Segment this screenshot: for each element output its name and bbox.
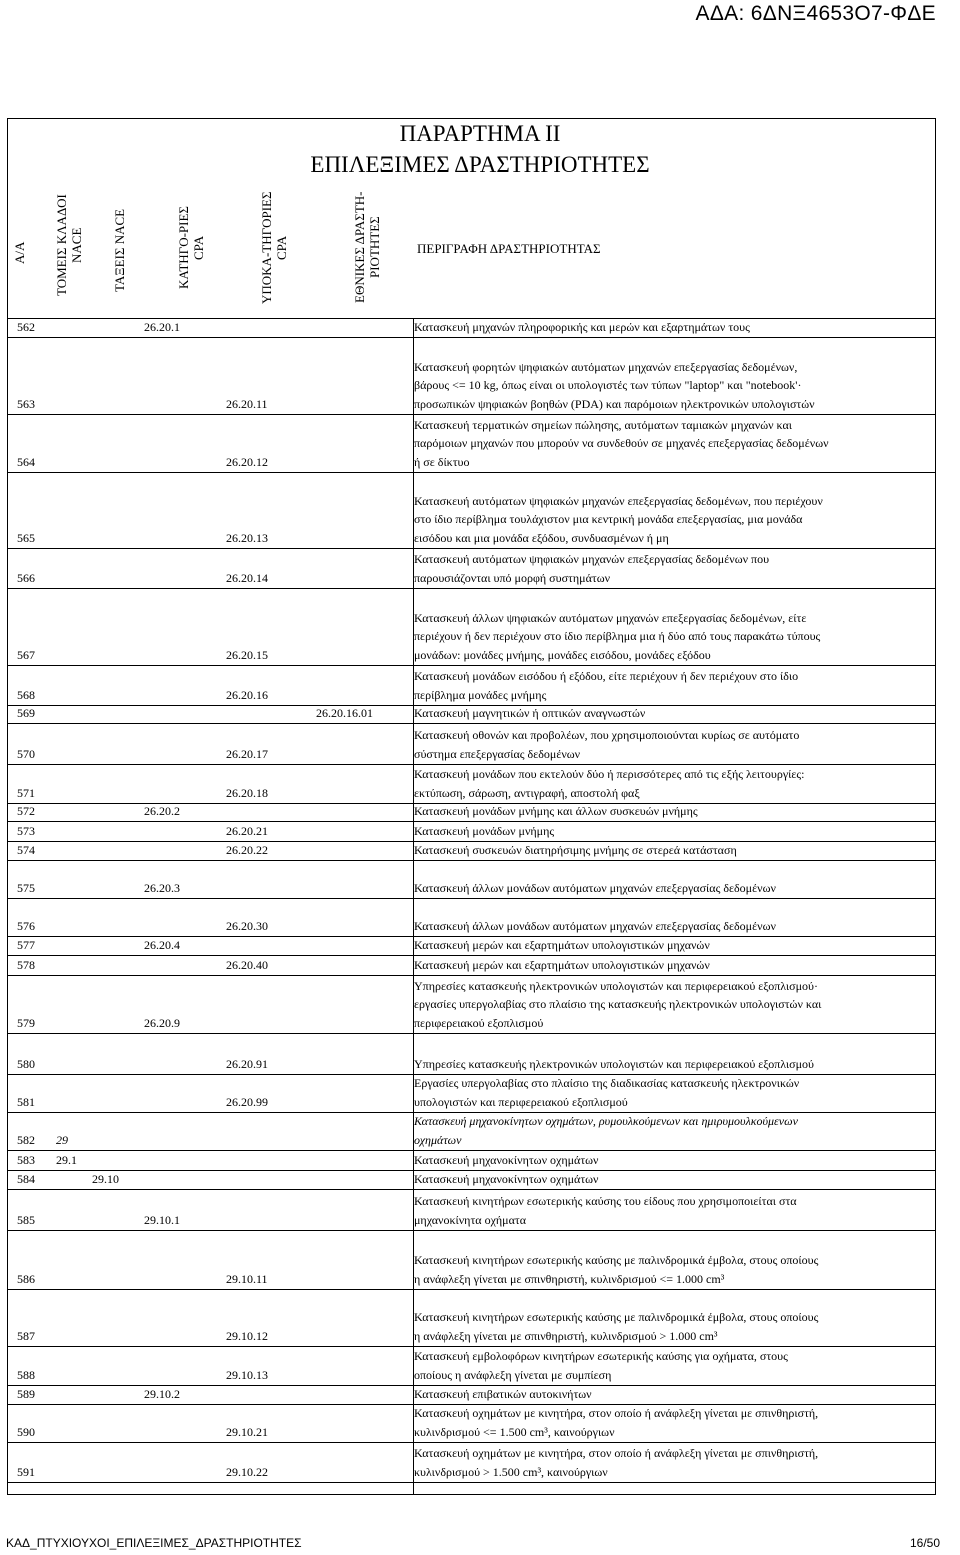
row-number: 591 <box>17 1465 35 1479</box>
footer-filename: ΚΑΔ_ΠΤΥΧΙΟΥΧΟΙ_ΕΠΙΛΕΞΙΜΕΣ_ΔΡΑΣΤΗΡΙΟΤΗΤΕΣ <box>6 1536 302 1550</box>
header-kathgories: ΚΑΤΗΓΟ-ΡΙΕΣ CPA <box>176 206 206 289</box>
row-divider <box>7 1189 936 1190</box>
row-number: 578 <box>17 958 35 972</box>
row-number: 564 <box>17 455 35 469</box>
table-row <box>7 550 936 587</box>
row-description: Κατασκευή μονάδων εισόδου ή εξόδου, είτε περιέχουν ή δεν περιέχουν στο ίδιο περίβλημα μονάδες μνήμης <box>414 669 799 702</box>
row-divider <box>7 1230 936 1231</box>
table-row <box>7 879 936 898</box>
table-row <box>7 1444 936 1481</box>
row-description: Κατασκευή κινητήρων εσωτερικής καύσης με παλινδρομικά έμβολα, στους οποίους η ανάφλεξη γίνεται με σπινθηριστή, κυλινδρισμού > 1.000 cm³ <box>414 1310 819 1343</box>
row-number: 569 <box>17 706 35 720</box>
row-code: 26.20.2 <box>144 804 180 818</box>
row-description: Κατασκευή άλλων μονάδων αυτόματων μηχανών επεξεργασίας δεδομένων <box>414 918 776 933</box>
row-code: 26.20.40 <box>226 958 268 972</box>
row-description: Κατασκευή τερματικών σημείων πώλησης, αυτόματων ταμιακών μηχανών και παρόμοιων μηχανών που μπορούν να συνδεθούν σε μηχανές επεξεργασίας δεδομένων ή σε δίκτυο <box>414 417 829 469</box>
header-aa: Α/Α <box>12 241 27 264</box>
header-taxeis: ΤΑΞΕΙΣ NACE <box>112 208 127 292</box>
row-divider <box>7 337 936 338</box>
row-description: Υπηρεσίες κατασκευής ηλεκτρονικών υπολογιστών και περιφερειακού εξοπλισμού <box>414 1056 815 1071</box>
row-code: 26.20.14 <box>226 571 268 585</box>
row-code: 26.20.99 <box>226 1095 268 1109</box>
row-description: Κατασκευή εμβολοφόρων κινητήρων εσωτερικής καύσης για οχήματα, στους οποίους η ανάφλεξη γίνεται με συμπίεση <box>414 1349 788 1382</box>
row-divider <box>7 1482 936 1483</box>
row-description: Κατασκευή αυτόματων ψηφιακών μηχανών επεξεργασίας δεδομένων, που περιέχουν στο ίδιο περίβλημα τουλάχιστον μια κεντρική μονάδα επεξεργασίας, μια μονάδα εισόδου και μια μονάδα εξόδου, συνδυασμένων ή μη <box>414 493 823 545</box>
row-number: 562 <box>17 320 35 334</box>
table-row <box>7 1074 936 1111</box>
row-code: 26.20.3 <box>144 881 180 895</box>
row-code: 26.20.30 <box>226 919 268 933</box>
row-code: 26.20.9 <box>144 1016 180 1030</box>
row-code: 26.20.17 <box>226 747 268 761</box>
table-row <box>7 726 936 763</box>
row-code: 29.10.22 <box>226 1465 268 1479</box>
row-number: 574 <box>17 843 35 857</box>
row-description: Κατασκευή μηχανοκίνητων οχημάτων <box>414 1171 599 1186</box>
row-description: Κατασκευή μηχανοκίνητων οχημάτων <box>414 1152 599 1167</box>
row-number: 582 <box>17 1133 35 1147</box>
row-code: 29.10.11 <box>226 1272 268 1286</box>
row-divider <box>7 588 936 589</box>
row-code: 29.10 <box>92 1172 119 1186</box>
row-description: Κατασκευή μονάδων που εκτελούν δύο ή περισσότερες από τις εξής λειτουργίες: εκτύπωση, σάρωση, αντιγραφή, αποστολή φαξ <box>414 767 805 800</box>
row-number: 575 <box>17 881 35 895</box>
table-row <box>7 802 936 821</box>
table-row <box>7 416 936 472</box>
row-divider <box>7 1442 936 1443</box>
row-number: 576 <box>17 919 35 933</box>
row-code: 26.20.91 <box>226 1057 268 1071</box>
row-number: 571 <box>17 786 35 800</box>
row-number: 579 <box>17 1016 35 1030</box>
row-code: 26.20.11 <box>226 397 268 411</box>
row-code: 29.10.21 <box>226 1425 268 1439</box>
table-row <box>7 1308 936 1345</box>
row-number: 580 <box>17 1057 35 1071</box>
row-number: 573 <box>17 824 35 838</box>
row-description: Κατασκευή μονάδων μνήμης <box>414 823 555 838</box>
row-code: 26.20.4 <box>144 938 180 952</box>
table-row <box>7 1347 936 1384</box>
row-divider <box>7 665 936 666</box>
row-code: 26.20.18 <box>226 786 268 800</box>
row-description: Κατασκευή οχημάτων με κινητήρα, στον οποίο ή ανάφλεξη γίνεται με σπινθηριστή, κυλινδρισμού > 1.500 cm³, καινούργιων <box>414 1446 819 1479</box>
ada-code: ΑΔΑ: 6ΔΝΞ4653Ο7-ΦΔΕ <box>695 2 936 25</box>
row-divider <box>7 860 936 861</box>
row-code: 29.10.12 <box>226 1329 268 1343</box>
row-divider <box>7 1289 936 1290</box>
row-description: Κατασκευή άλλων ψηφιακών αυτόματων μηχανών επεξεργασίας δεδομένων, είτε περιέχουν ή δεν περιέχουν στο ίδιο περίβλημα μια ή δύο από τους παρακάτω τύπους μονάδων: μονάδες μνήμης, μονάδες εισόδου, μονάδες εξόδου <box>414 610 821 662</box>
table-row <box>7 318 936 337</box>
table-row <box>7 841 936 860</box>
table-row <box>7 492 936 548</box>
row-code: 26.20.13 <box>226 531 268 545</box>
row-description: Κατασκευή μηχανοκίνητων οχημάτων, ρυμουλκούμενων και ημιρυμουλκούμενων οχημάτων <box>414 1114 798 1147</box>
table-row <box>7 917 936 936</box>
row-description: Κατασκευή μερών και εξαρτημάτων υπολογιστικών μηχανών <box>414 957 710 972</box>
row-code: 26.20.21 <box>226 824 268 838</box>
row-code: 29.1 <box>56 1153 77 1167</box>
row-number: 568 <box>17 688 35 702</box>
header-tomeis: ΤΟΜΕΙΣ ΚΛΑΔΟΙ NACE <box>54 194 84 296</box>
row-number: 585 <box>17 1213 35 1227</box>
header-ethnikes: ΕΘΝΙΚΕΣ ΔΡΑΣΤΗ- ΡΙΟΤΗΤΕΣ <box>352 191 382 304</box>
row-number: 586 <box>17 1272 35 1286</box>
row-number: 566 <box>17 571 35 585</box>
row-divider <box>7 898 936 899</box>
table-row <box>7 1251 936 1288</box>
table-row <box>7 977 936 1033</box>
row-number: 584 <box>17 1172 35 1186</box>
header-ypokathgories: ΥΠΟΚΑ-ΤΗΓΟΡΙΕΣ CPA <box>259 191 289 304</box>
row-number: 567 <box>17 648 35 662</box>
table-row <box>7 1055 936 1074</box>
table-row <box>7 1192 936 1229</box>
table-row <box>7 822 936 841</box>
row-divider <box>7 1033 936 1034</box>
row-description: Κατασκευή επιβατικών αυτοκινήτων <box>414 1386 592 1401</box>
table-row <box>7 1385 936 1404</box>
row-number: 581 <box>17 1095 35 1109</box>
row-code: 26.20.22 <box>226 843 268 857</box>
row-number: 563 <box>17 397 35 411</box>
row-code: 29 <box>56 1133 68 1147</box>
row-number: 587 <box>17 1329 35 1343</box>
table-row <box>7 704 936 723</box>
row-description: Υπηρεσίες κατασκευής ηλεκτρονικών υπολογιστών και περιφερειακού εξοπλισμού· εργασίες υπεργολαβίας στο πλαίσιο της κατασκευής ηλεκτρονικών υπολογιστών και περιφερειακού εξοπλισμού <box>414 978 822 1030</box>
row-number: 570 <box>17 747 35 761</box>
row-code: 29.10.1 <box>144 1213 180 1227</box>
row-number: 583 <box>17 1153 35 1167</box>
row-description: Κατασκευή αυτόματων ψηφιακών μηχανών επεξεργασίας δεδομένων που παρουσιάζονται υπό μορφή συστημάτων <box>414 552 770 585</box>
row-divider <box>7 723 936 724</box>
header-perigrafi: ΠΕΡΙΓΡΑΦΗ ΔΡΑΣΤΗΡΙΟΤΗΤΑΣ <box>417 241 601 256</box>
table-row <box>7 1404 936 1441</box>
row-description: Κατασκευή συσκευών διατηρήσιμης μνήμης σε στερεά κατάσταση <box>414 842 737 857</box>
row-code: 26.20.15 <box>226 648 268 662</box>
row-number: 588 <box>17 1368 35 1382</box>
row-description: Κατασκευή κινητήρων εσωτερικής καύσης του είδους που χρησιμοποιείται στα μηχανοκίνητα οχήματα <box>414 1194 797 1227</box>
table-row <box>7 765 936 802</box>
row-number: 572 <box>17 804 35 818</box>
table-row <box>7 667 936 704</box>
table-row <box>7 1151 936 1170</box>
row-description: Κατασκευή φορητών ψηφιακών αυτόματων μηχανών επεξεργασίας δεδομένων, βάρους <= 10 kg, όπως είναι οι υπολογιστές των τύπων "laptop" και "notebook'· προσωπικών ψηφιακών βοηθών (PDA) και παρόμοιων ηλεκτρονικών υπολογιστών <box>414 359 815 411</box>
table-row <box>7 609 936 665</box>
row-code: 26.20.16 <box>226 688 268 702</box>
row-description: Εργασίες υπεργολαβίας στο πλαίσιο της διαδικασίας κατασκευής ηλεκτρονικών υπολογιστών και περιφερειακού εξοπλισμού <box>414 1076 800 1109</box>
row-description: Κατασκευή μερών και εξαρτημάτων υπολογιστικών μηχανών <box>414 937 710 952</box>
table-row <box>7 1170 936 1189</box>
row-code: 29.10.13 <box>226 1368 268 1382</box>
row-number: 565 <box>17 531 35 545</box>
row-number: 590 <box>17 1425 35 1439</box>
row-description: Κατασκευή οχημάτων με κινητήρα, στον οποίο ή ανάφλεξη γίνεται με σπινθηριστή, κυλινδρισμού <= 1.500 cm³, καινούργιων <box>414 1406 819 1439</box>
annex-title: ΠΑΡΑΡΤΗΜΑ ΙΙ <box>399 121 561 146</box>
annex-subtitle: ΕΠΙΛΕΞΙΜΕΣ ΔΡΑΣΤΗΡΙΟΤΗΤΕΣ <box>310 152 650 177</box>
row-number: 577 <box>17 938 35 952</box>
table-row <box>7 358 936 414</box>
row-description: Κατασκευή οθονών και προβολέων, που χρησιμοποιούνται κυρίως σε αυτόματο σύστημα επεξεργασίας δεδομένων <box>414 728 800 761</box>
row-divider <box>7 472 936 473</box>
table-row <box>7 956 936 975</box>
row-divider <box>7 548 936 549</box>
row-description: Κατασκευή μαγνητικών ή οπτικών αναγνωστών <box>414 705 646 720</box>
row-number: 589 <box>17 1387 35 1401</box>
row-code: 26.20.16.01 <box>316 706 373 720</box>
row-description: Κατασκευή μηχανών πληροφορικής και μερών και εξαρτημάτων τους <box>414 319 750 334</box>
row-code: 26.20.12 <box>226 455 268 469</box>
row-code: 26.20.1 <box>144 320 180 334</box>
row-description: Κατασκευή άλλων μονάδων αυτόματων μηχανών επεξεργασίας δεδομένων <box>414 880 776 895</box>
table-row <box>7 1112 936 1149</box>
row-code: 29.10.2 <box>144 1387 180 1401</box>
footer-page: 16/50 <box>909 1536 940 1550</box>
row-description: Κατασκευή κινητήρων εσωτερικής καύσης με παλινδρομικά έμβολα, στους οποίους η ανάφλεξη γίνεται με σπινθηριστή, κυλινδρισμού <= 1.000 cm³ <box>414 1253 819 1286</box>
row-description: Κατασκευή μονάδων μνήμης και άλλων συσκευών μνήμης <box>414 803 698 818</box>
table-row <box>7 936 936 955</box>
